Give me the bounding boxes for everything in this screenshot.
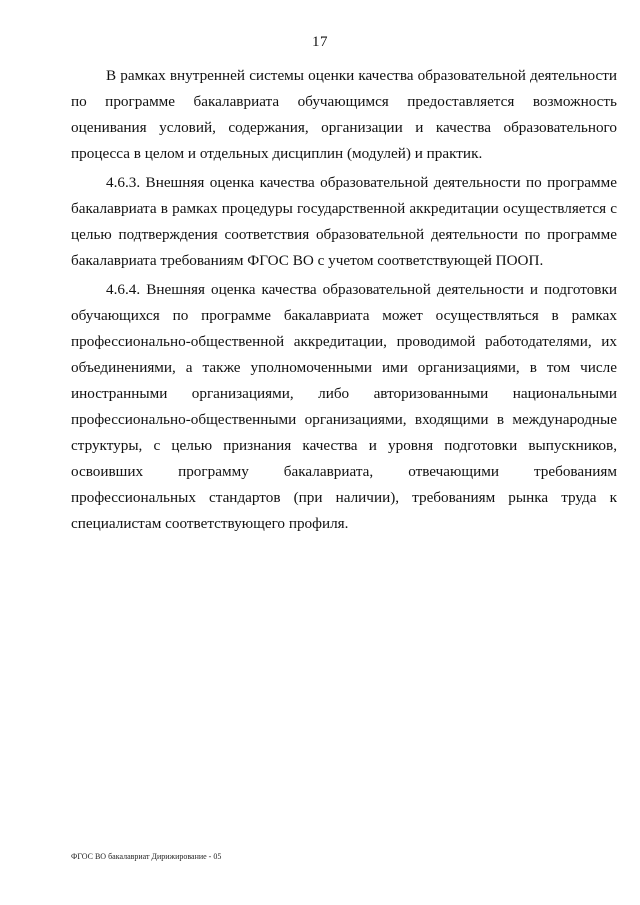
page-number: 17 — [312, 34, 328, 50]
paragraph-4-6-4: 4.6.4. Внешняя оценка качества образовательной деятельности и подготовки обучающихся по программе бакалавриата может осуществляться в рамках профессионально-общественной аккредитации, проводимой работодателями, их объединениями, а также уполномоченными ими организациями, в том числе иностранными организациями, либо авторизованными национальными профессионально-общественными организациями, входящими в международные структуры, с целью признания качества и уровня подготовки выпускников, освоивших программу бакалавриата, отвечающими требованиям профессиональных стандартов (при наличии), требованиям рынка труда к специалистам соответствующего профиля. — [71, 281, 617, 532]
paragraph-4-6-3: 4.6.3. Внешняя оценка качества образовательной деятельности по программе бакалавриата в рамках процедуры государственной аккредитации осуществляется с целью подтверждения соответствия образовательной деятельности по программе бакалавриата требованиям ФГОС ВО с учетом соответствующей ПООП. — [71, 174, 617, 269]
paragraph-internal-assessment: В рамках внутренней системы оценки качества образовательной деятельности по программе бакалавриата обучающимся предоставляется возможность оценивания условий, содержания, организации и качества образовательного процесса в целом и отдельных дисциплин (модулей) и практик. — [71, 67, 617, 162]
page-footer: ФГОС ВО бакалавриат Дирижирование - 05 — [71, 852, 222, 861]
body-text — [71, 63, 617, 540]
